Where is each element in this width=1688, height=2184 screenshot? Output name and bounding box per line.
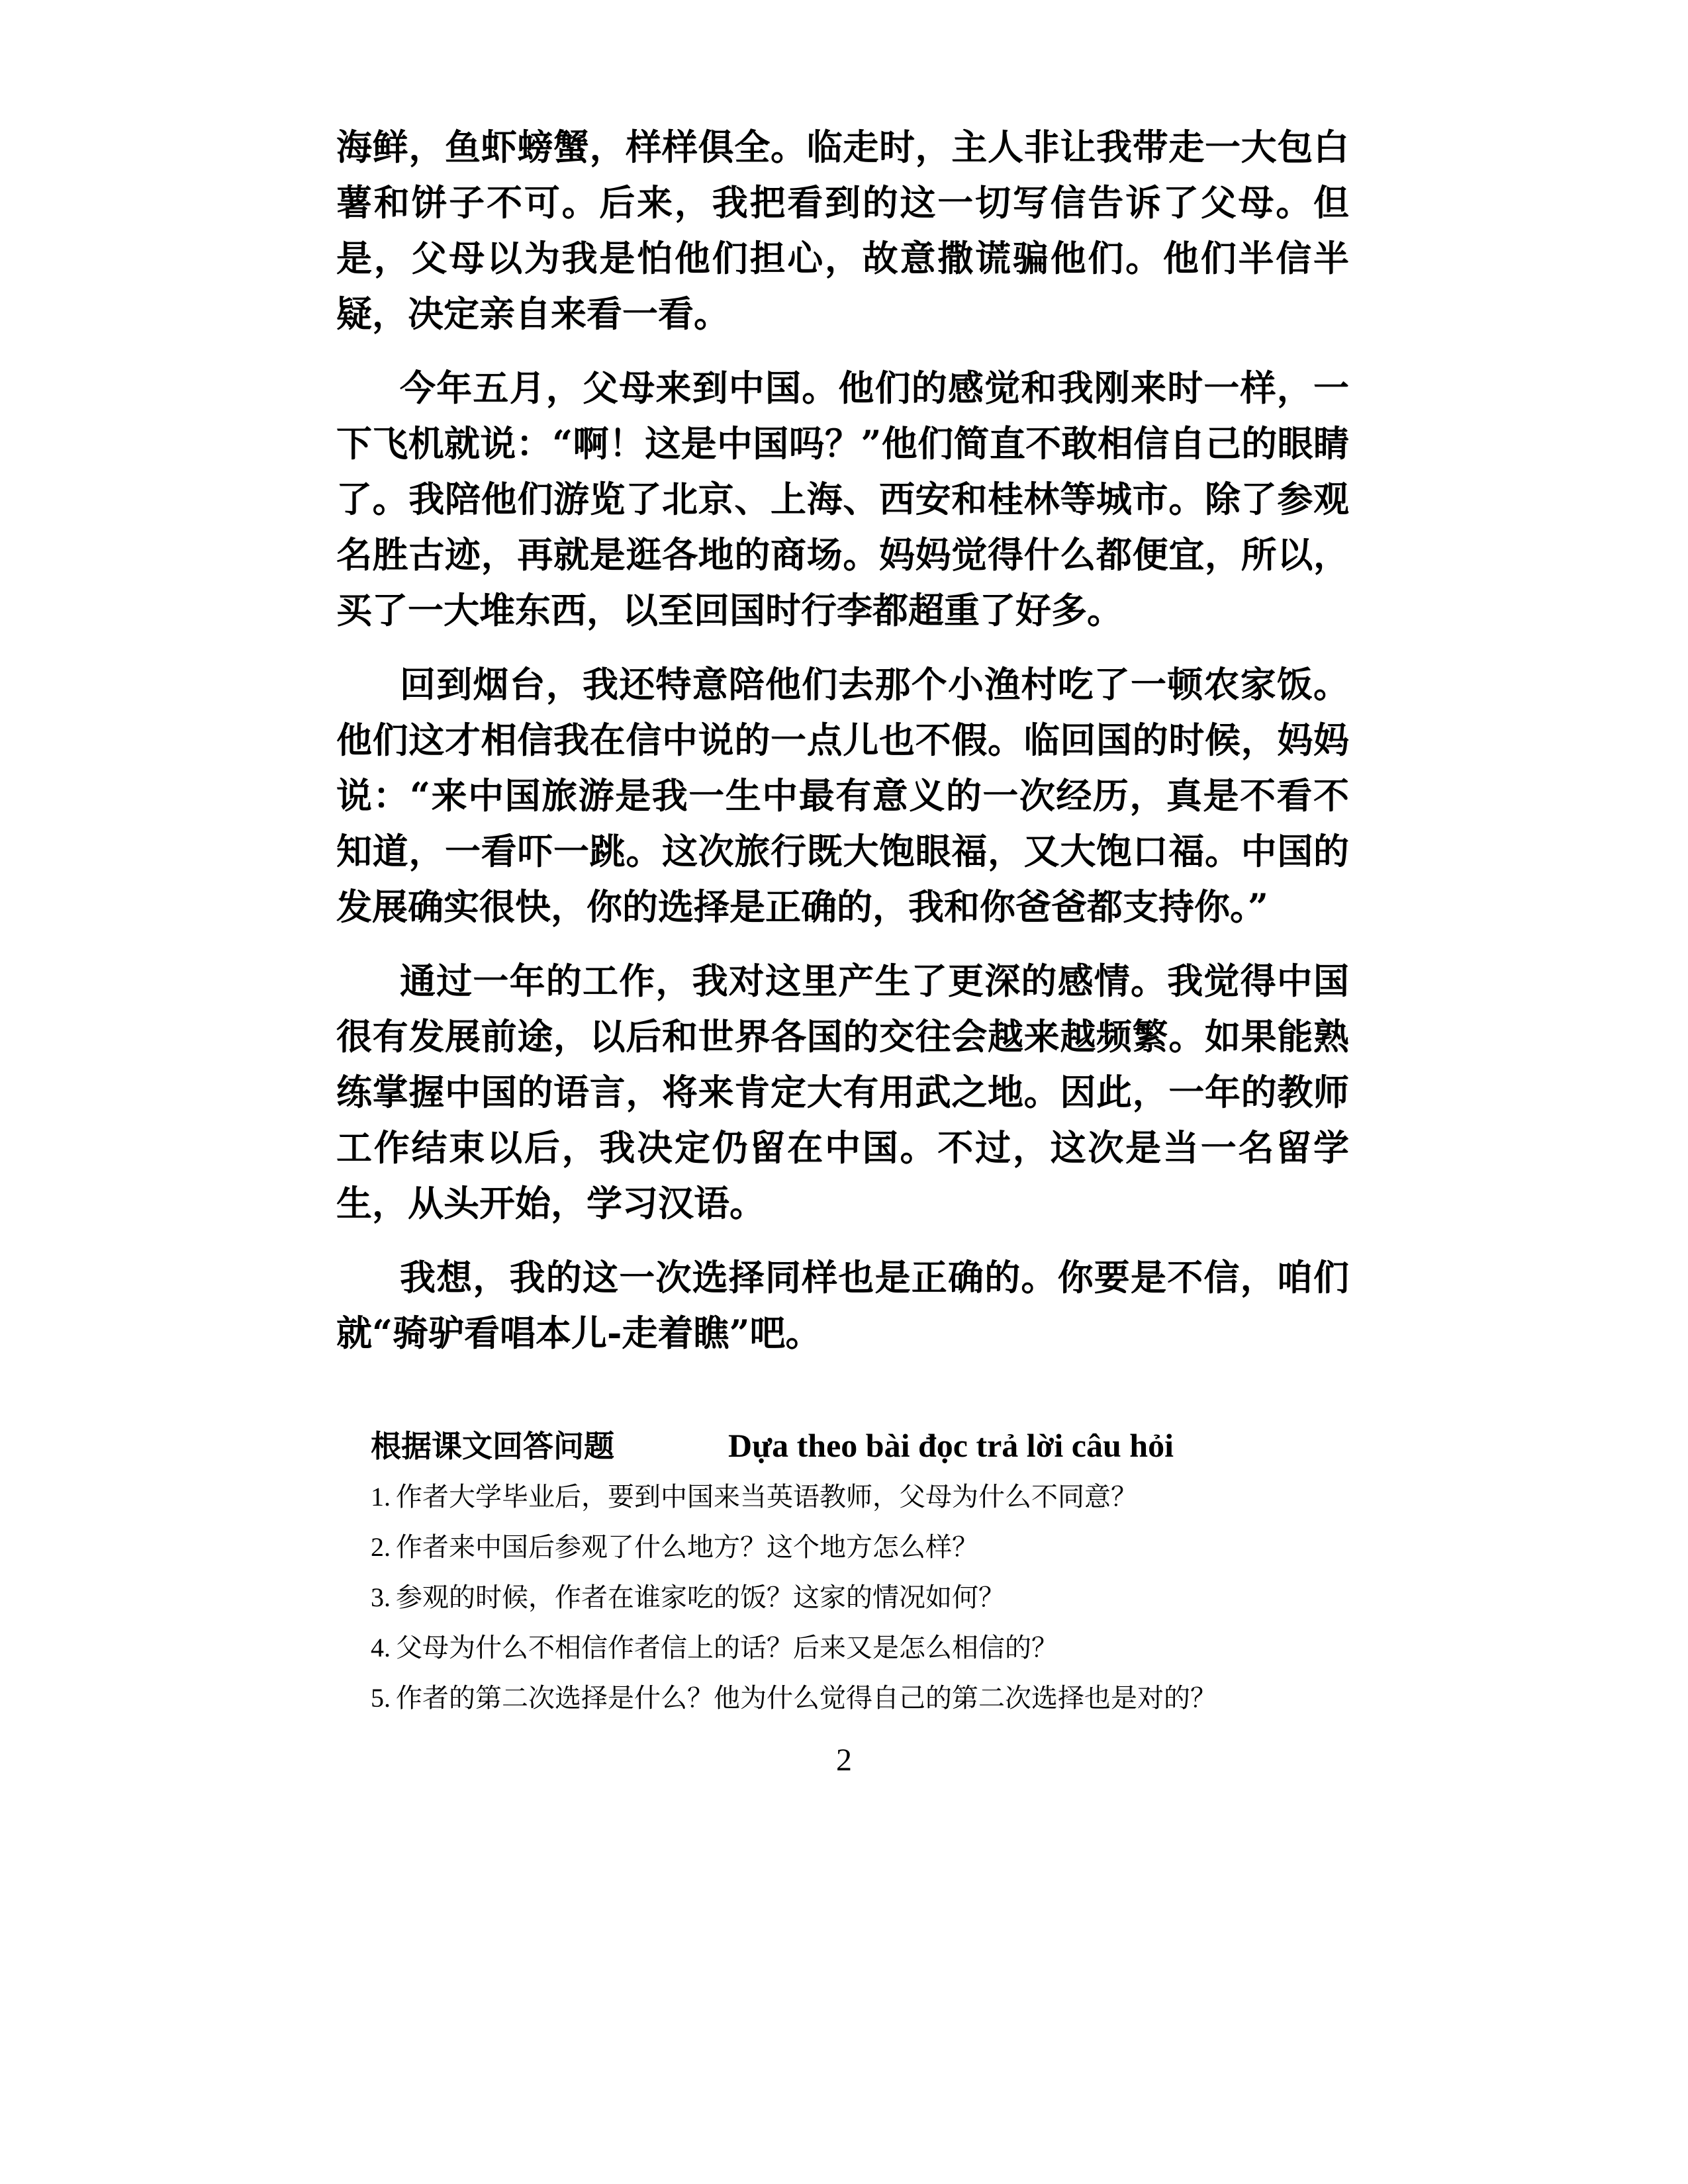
question-item [371,1623,1364,1673]
passage-paragraph: 通过一年的工作，我对这里产生了更深的感情。我觉得中国很有发展前途，以后和世界各国的交往会越来越频繁。如果能熟练掌握中国的语言，将来肯定大有用武之地。因此，一年的教师工作结束以后，我决定仍留在中国。不过，这次是当一名留学生，从头开始，学习汉语。 [336,960,1349,1224]
passage-paragraph: 今年五月，父母来到中国。他们的感觉和我刚来时一样，一下飞机就说：“啊！这是中国吗？”他们简直不敢相信自己的眼睛了。我陪他们游览了北京、上海、西安和桂林等城市。除了参观名胜古迹，再就是逛各地的商场。妈妈觉得什么都便宜，所以，买了一大堆东西，以至回国时行李都超重了好多。 [336,367,1349,631]
question-item [371,1522,1364,1572]
passage-paragraph: 海鲜，鱼虾螃蟹，样样俱全。临走时，主人非让我带走一大包白薯和饼子不可。后来，我把看到的这一切写信告诉了父母。但是，父母以为我是怕他们担心，故意撒谎骗他们。他们半信半疑，决定亲自来看一看。 [336,126,1349,335]
question-number: 2. [371,1532,391,1562]
question-item [371,1673,1364,1723]
question-list [371,1472,1364,1723]
passage-paragraph: 回到烟台，我还特意陪他们去那个小渔村吃了一顿农家饭。他们这才相信我在信中说的一点儿也不假。临回国的时候，妈妈说：“来中国旅游是我一生中最有意义的一次经历，真是不看不知道，一看吓一跳。这次旅行既大饱眼福，又大饱口福。中国的发展确实很快，你的选择是正确的，我和你爸爸都支持你。” [336,663,1349,928]
reading-passage [336,119,1349,1379]
question-text: 作者大学毕业后，要到中国来当英语教师，父母为什么不同意？ [396,1482,1137,1512]
passage-paragraph: 我想，我的这一次选择同样也是正确的。你要是不信，咱们就“骑驴看唱本儿-走着瞧”吧。 [336,1256,1349,1354]
question-number: 1. [371,1482,391,1512]
question-item [371,1572,1364,1623]
questions-heading-chinese: 根据课文回答问题 [371,1428,614,1464]
questions-heading-vietnamese: Dựa theo bài đọc trả lời câu hỏi [728,1427,1174,1464]
question-text: 父母为什么不相信作者信上的话？后来又是怎么相信的？ [396,1633,1058,1663]
question-text: 作者的第二次选择是什么？他为什么觉得自己的第二次选择也是对的？ [396,1683,1217,1713]
questions-heading [371,1419,1364,1472]
comprehension-questions [371,1419,1364,1723]
question-number: 4. [371,1633,391,1662]
question-text: 参观的时候，作者在谁家吃的饭？这家的情况如何？ [396,1582,1005,1613]
question-text: 作者来中国后参观了什么地方？这个地方怎么样？ [396,1532,978,1563]
page-number: 2 [836,1743,852,1778]
question-number: 5. [371,1683,391,1713]
question-number: 3. [371,1582,391,1612]
question-item [371,1472,1364,1522]
